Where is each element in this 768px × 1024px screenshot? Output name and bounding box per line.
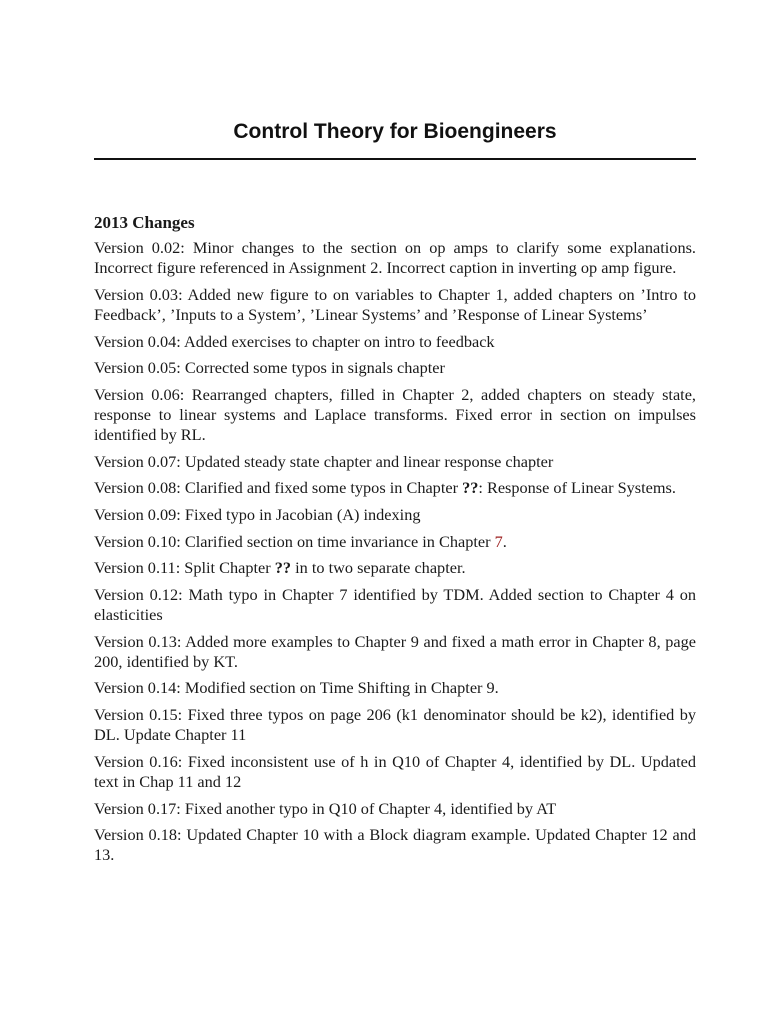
entry-text: Version 0.17: Fixed another typo in Q10 of Chapter 4, identified by AT	[94, 798, 557, 818]
entry-text: Version 0.10: Clarified section on time invariance in Chapter	[94, 531, 495, 551]
changelog-entry	[94, 632, 696, 672]
document-title: Control Theory for Bioengineers	[233, 120, 557, 143]
entry-text-tail: : Response of Linear Systems.	[478, 478, 676, 498]
entry-text-tail: in to two separate chapter.	[291, 558, 466, 578]
entry-text: Version 0.11: Split Chapter	[94, 558, 275, 578]
changelog-entry	[94, 705, 696, 745]
entry-text: Version 0.06: Rearranged chapters, filled in Chapter 2, added chapters on steady state, response to linear systems and Laplace transforms. Fixed error in section on impulses identified by RL.	[94, 384, 696, 445]
changelog-entry	[94, 452, 696, 472]
unresolved-chapter-ref: ??	[462, 478, 479, 498]
entry-text: Version 0.14: Modified section on Time Shifting in Chapter 9.	[94, 678, 499, 698]
changelog-entry	[94, 505, 696, 525]
entry-text: Version 0.18: Updated Chapter 10 with a Block diagram example. Updated Chapter 12 and 13.	[94, 825, 696, 865]
changelog-list	[94, 238, 696, 866]
entry-text-tail: .	[502, 531, 507, 551]
entry-text: Version 0.04: Added exercises to chapter on intro to feedback	[94, 331, 495, 351]
entry-text: Version 0.02: Minor changes to the section on op amps to clarify some explanations. Incorrect figure referenced in Assignment 2. Incorrect caption in inverting op amp figure.	[94, 238, 696, 278]
entry-text: Version 0.13: Added more examples to Chapter 9 and fixed a math error in Chapter 8, page 200, identified by KT.	[94, 631, 696, 671]
changelog-entry	[94, 825, 696, 865]
changelog-entry	[94, 285, 696, 325]
document-page	[94, 0, 696, 872]
changelog-entry	[94, 678, 696, 698]
changelog-entry	[94, 799, 696, 819]
changelog-entry	[94, 478, 696, 498]
entry-text: Version 0.09: Fixed typo in Jacobian (A) indexing	[94, 504, 421, 524]
changelog-entry	[94, 385, 696, 446]
entry-text: Version 0.16: Fixed inconsistent use of h in Q10 of Chapter 4, identified by DL. Updated text in Chap 11 and 12	[94, 751, 696, 791]
changelog-entry	[94, 752, 696, 792]
entry-text: Version 0.05: Corrected some typos in signals chapter	[94, 358, 445, 378]
unresolved-chapter-ref: ??	[274, 558, 292, 578]
entry-text: Version 0.15: Fixed three typos on page 206 (k1 denominator should be k2), identified by DL. Update Chapter 11	[94, 704, 696, 745]
entry-text: Version 0.08: Clarified and fixed some typos in Chapter	[94, 478, 463, 498]
changelog-entry	[94, 238, 696, 278]
changelog-entry	[94, 532, 696, 552]
entry-text: Version 0.12: Math typo in Chapter 7 identified by TDM. Added section to Chapter 4 on elasticities	[94, 584, 696, 624]
changelog-entry	[94, 332, 696, 352]
title-rule	[94, 158, 696, 160]
chapter-link[interactable]: 7	[494, 531, 503, 551]
changelog-entry	[94, 358, 696, 378]
changelog-entry	[94, 585, 696, 625]
entry-text: Version 0.03: Added new figure to on variables to Chapter 1, added chapters on ’Intro to Feedback’, ’Inputs to a System’, ’Linear Systems’ and ’Response of Linear Systems’	[94, 284, 696, 324]
entry-text: Version 0.07: Updated steady state chapter and linear response chapter	[94, 451, 554, 471]
changelog-entry	[94, 558, 696, 578]
section-heading: 2013 Changes	[94, 213, 195, 232]
